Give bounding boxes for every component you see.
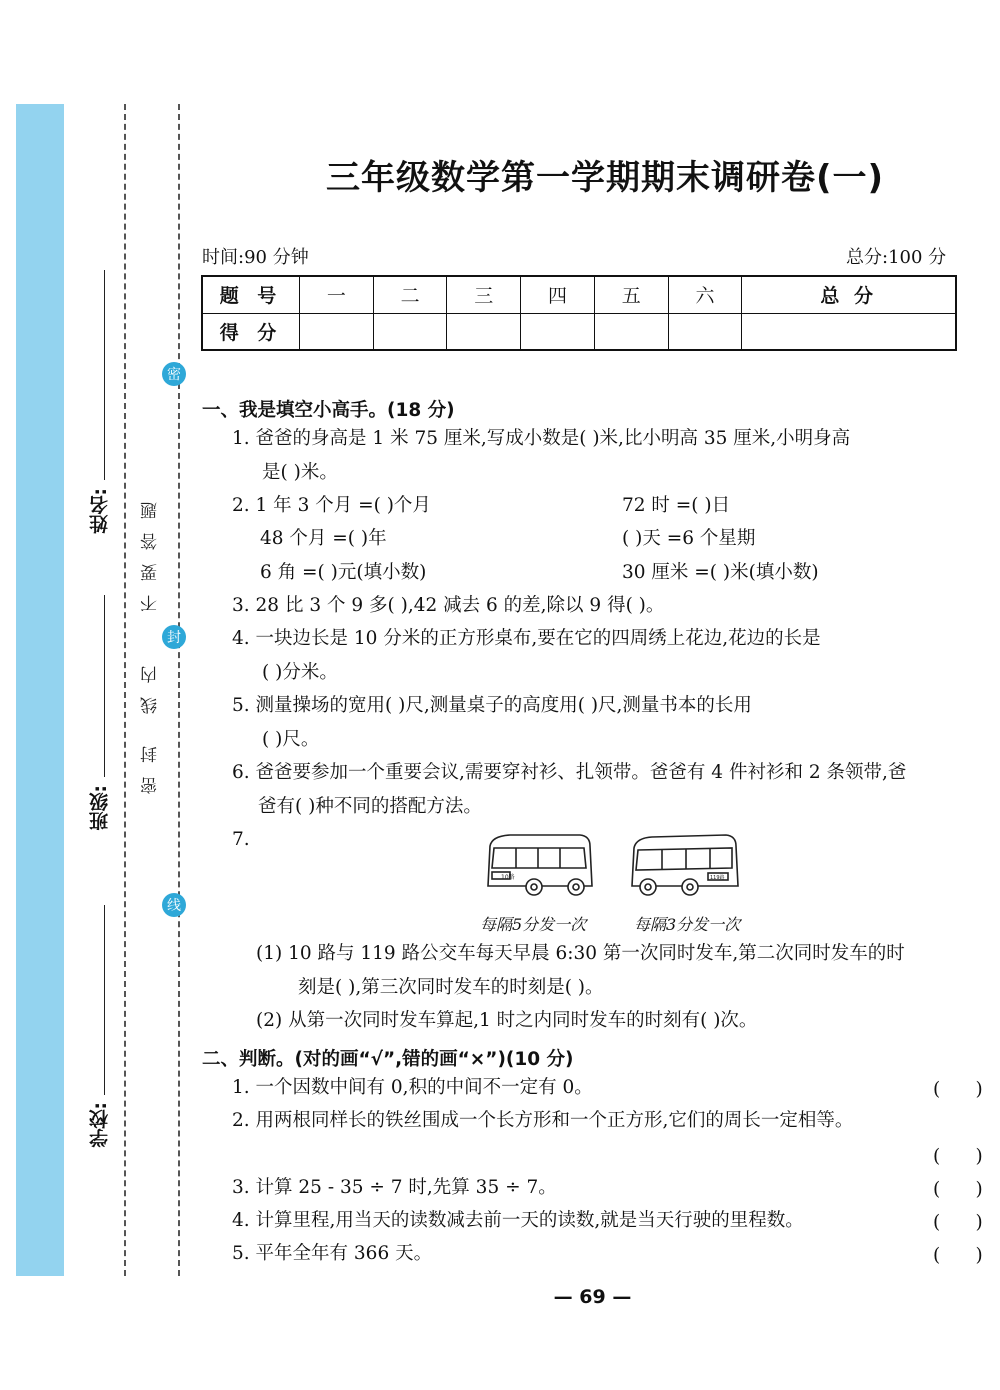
question-line: ( )尺。 (262, 729, 320, 750)
question-line: 6. 爸爸要参加一个重要会议,需要穿衬衫、扎领带。爸爸有 4 件衬衫和 2 条领带,爸 (232, 762, 907, 783)
score-entry-cell[interactable] (594, 313, 668, 350)
question-line: 是( )米。 (262, 462, 338, 483)
bus-plate-119: 119路 (710, 875, 725, 881)
score-entry-cell[interactable] (373, 313, 447, 350)
seal-text-mid: 线内 (141, 652, 161, 714)
seal-circle-xian: 线 (162, 893, 186, 917)
dashed-cut-line-outer (178, 104, 180, 1276)
judge-item: 1. 一个因数中间有 0,积的中间不一定有 0。 (232, 1077, 593, 1098)
answer-blank[interactable]: ( ) (933, 1179, 983, 1200)
question-line: 爸有( )种不同的搭配方法。 (258, 796, 482, 817)
question-line: 5. 测量操场的宽用( )尺,测量桌子的高度用( )尺,测量书本的长用 (232, 695, 752, 716)
score-entry-cell[interactable] (300, 313, 374, 350)
school-label: 学校: (89, 1102, 111, 1148)
answer-blank[interactable]: ( ) (933, 1245, 983, 1266)
score-table-cell: 题 号 (202, 276, 300, 313)
question-line: 6 角 =( )元(填小数) (260, 562, 427, 583)
score-table-cell: 三 (447, 276, 521, 313)
question-line: 3. 28 比 3 个 9 多( ),42 减去 6 的差,除以 9 得( )。 (232, 595, 665, 616)
seal-text-top: 不要答题 (141, 488, 161, 612)
seal-circle-feng: 封 (162, 625, 186, 649)
time-label: 时间:90 分钟 (202, 247, 309, 268)
bus-caption-10: 每隔5分发一次 (480, 915, 587, 934)
question-line: 2. 1 年 3 个月 =( )个月 (232, 495, 431, 516)
page-title: 三年级数学第一学期期末调研卷(一) (325, 158, 885, 198)
judge-item: 5. 平年全年有 366 天。 (232, 1243, 433, 1264)
question-line: 刻是( ),第三次同时发车的时刻是( )。 (298, 977, 604, 998)
class-label: 班级: (89, 785, 111, 831)
seal-text-bottom: 密封 (141, 732, 161, 794)
score-table-cell: 一 (300, 276, 374, 313)
question-line: 48 个月 =( )年 (260, 528, 387, 549)
class-write-line[interactable] (104, 595, 105, 777)
question-line: ( )分米。 (262, 662, 338, 683)
score-entry-cell[interactable] (742, 313, 956, 350)
binding-strip (16, 104, 64, 1276)
seal-circle-mi: 密 (162, 362, 186, 386)
score-table-score-row (202, 313, 956, 350)
question-line: (1) 10 路与 119 路公交车每天早晨 6:30 第一次同时发车,第二次同时发车的时 (256, 943, 905, 964)
score-table-cell: 六 (668, 276, 742, 313)
question-line: 7. (232, 829, 250, 850)
judge-item: 3. 计算 25 - 35 ÷ 7 时,先算 35 ÷ 7。 (232, 1177, 557, 1198)
question-line: (2) 从第一次同时发车算起,1 时之内同时发车的时刻有( )次。 (256, 1010, 758, 1031)
bus-plate-10: 10路 (501, 874, 515, 881)
question-line: 1. 爸爸的身高是 1 米 75 厘米,写成小数是( )米,比小明高 35 厘米,小明身高 (232, 428, 851, 449)
score-entry-cell[interactable] (447, 313, 521, 350)
score-table-cell: 四 (521, 276, 595, 313)
score-table-header-row (202, 276, 956, 313)
question-line: ( )天 =6 个星期 (622, 528, 756, 549)
section2-header: 二、判断。(对的画“√”,错的画“×”)(10 分) (202, 1049, 574, 1070)
score-table-cell: 五 (594, 276, 668, 313)
answer-blank[interactable]: ( ) (933, 1146, 983, 1167)
question-line: 30 厘米 =( )米(填小数) (622, 562, 819, 583)
judge-item: 2. 用两根同样长的铁丝围成一个长方形和一个正方形,它们的周长一定相等。 (232, 1110, 854, 1131)
judge-item: 4. 计算里程,用当天的读数减去前一天的读数,就是当天行驶的里程数。 (232, 1210, 804, 1231)
name-label: 姓名: (89, 488, 111, 534)
section1-header: 一、我是填空小高手。(18 分) (202, 400, 455, 421)
question-line: 72 时 =( )日 (622, 495, 731, 516)
score-table-cell: 总 分 (742, 276, 956, 313)
score-table-cell: 二 (373, 276, 447, 313)
bus-10-icon (488, 835, 592, 895)
bus-illustrations (480, 826, 760, 902)
dashed-cut-line-inner (124, 104, 126, 1276)
school-write-line[interactable] (104, 905, 105, 1095)
answer-blank[interactable]: ( ) (933, 1212, 983, 1233)
bus-119-icon (632, 835, 738, 895)
score-entry-cell[interactable] (521, 313, 595, 350)
page-number: — 69 — (553, 1286, 632, 1308)
answer-blank[interactable]: ( ) (933, 1079, 983, 1100)
score-row-label: 得 分 (202, 313, 300, 350)
total-score-label: 总分:100 分 (846, 247, 947, 268)
score-entry-cell[interactable] (668, 313, 742, 350)
score-table (201, 275, 957, 351)
bus-caption-119: 每隔3分发一次 (634, 915, 741, 934)
name-write-line[interactable] (104, 270, 105, 480)
question-line: 4. 一块边长是 10 分米的正方形桌布,要在它的四周绣上花边,花边的长是 (232, 628, 821, 649)
